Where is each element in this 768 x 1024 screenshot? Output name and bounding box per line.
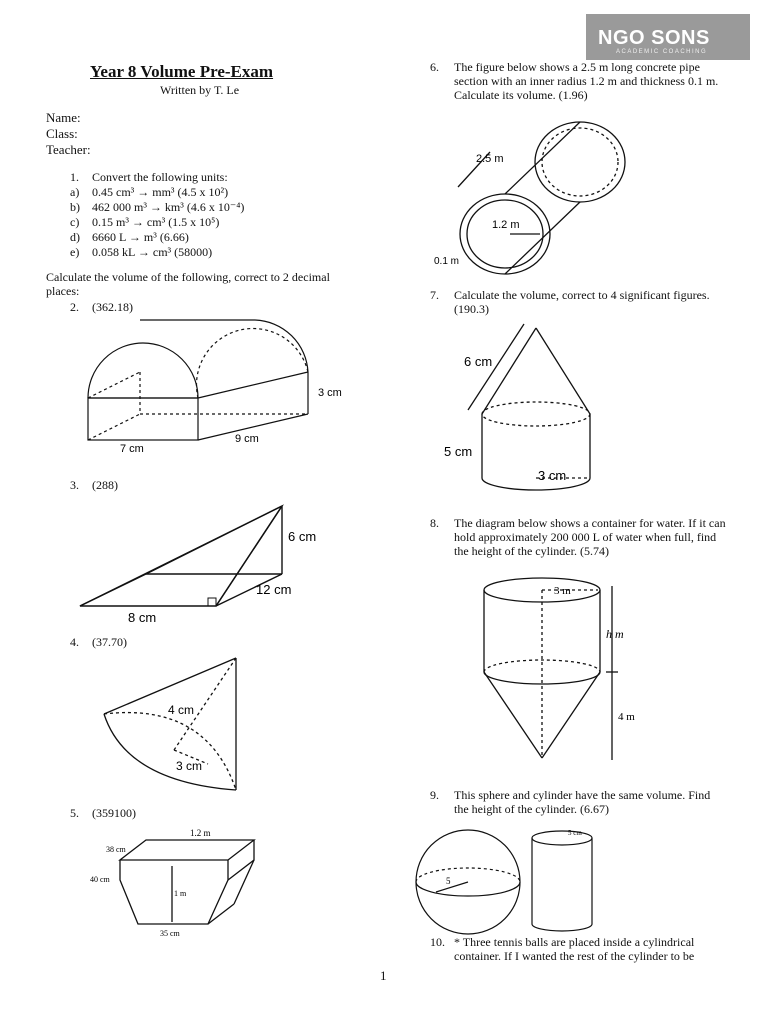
q5-trapezoid-prism-figure [80, 826, 270, 946]
q6-thickness-label: 0.1 m [434, 256, 460, 267]
q10-number: 10. [430, 935, 445, 949]
q9-sphere-label: 5 [446, 876, 451, 886]
q1c-letter: c) [70, 215, 80, 229]
q3-base-label: 8 cm [128, 610, 157, 625]
q4-answer: (37.70) [92, 635, 127, 649]
q5-height-label: 1 m [174, 889, 187, 898]
author-line: Written by T. Le [160, 83, 240, 97]
brand-logo [586, 14, 750, 60]
q2-length-label: 9 cm [235, 433, 259, 445]
q1-prompt: Convert the following units: [92, 170, 228, 184]
q8-container-figure [470, 572, 640, 772]
q2-width-label: 7 cm [120, 443, 144, 455]
q6-length-label: 2.5 m [476, 153, 504, 165]
q3-depth-label: 12 cm [256, 582, 292, 597]
q6-number: 6. [430, 60, 439, 74]
q4-cone-figure [96, 652, 256, 802]
q7-cone-cylinder-figure [440, 322, 610, 492]
page-title: Year 8 Volume Pre-Exam [90, 62, 274, 81]
q7-height-label: 5 cm [444, 444, 473, 459]
q8-radius-label: 3 m [554, 585, 571, 597]
q4-radius-label: 3 cm [176, 759, 203, 773]
page-number: 1 [380, 968, 387, 983]
q6-text: The figure below shows a 2.5 m long concrete pipe section with an inner radius 1.2 m and thickness 0.1 m. Calculate its volume. (1.96) [454, 60, 719, 102]
q8-cone-label: 4 m [618, 711, 635, 723]
q6-radius-label: 1.2 m [492, 219, 520, 231]
q3-height-label: 6 cm [288, 529, 317, 544]
q7-radius-label: 3 cm [538, 468, 567, 483]
q1e-letter: e) [70, 245, 80, 259]
section-intro: Calculate the volume of the following, correct to 2 decimal places: [46, 270, 330, 298]
q1b-text: 462 000 m³ → km³ (4.6 x 10⁻⁴) [92, 200, 245, 214]
q5-top-label: 1.2 m [190, 828, 211, 838]
q8-text: The diagram below shows a container for water. If it can hold approximately 200 000 L of water when full, find the height of the cylinder. (5.74) [454, 516, 726, 558]
q9-text: This sphere and cylinder have the same volume. Find the height of the cylinder. (6.67) [454, 788, 711, 816]
q3-triangular-prism-figure [66, 498, 336, 628]
q7-text: Calculate the volume, correct to 4 significant figures. (190.3) [454, 288, 710, 316]
q1a-letter: a) [70, 185, 80, 199]
q1b-letter: b) [70, 200, 80, 214]
name-field: Name: [46, 110, 81, 125]
q1-number: 1. [70, 170, 79, 184]
q2-answer: (362.18) [92, 300, 133, 314]
q5-top-side-label: 38 cm [106, 845, 126, 854]
q2-height-label: 3 cm [318, 387, 342, 399]
q1a-text: 0.45 cm³ → mm³ (4.5 x 10²) [92, 185, 229, 199]
q8-number: 8. [430, 516, 439, 530]
q1e-text: 0.058 kL → cm³ (58000) [92, 245, 213, 259]
q7-number: 7. [430, 288, 439, 302]
q3-answer: (288) [92, 478, 118, 492]
q1d-letter: d) [70, 230, 80, 244]
q2-half-cylinder-prism-figure [80, 310, 370, 460]
q10-text: * Three tennis balls are placed inside a cylindrical container. If I wanted the rest of the cylinder to be [454, 935, 695, 963]
q2-number: 2. [70, 300, 79, 314]
q6-pipe-figure [430, 112, 640, 277]
logo-text: NGO SONS [598, 27, 710, 49]
q5-side-label: 40 cm [90, 875, 110, 884]
q3-number: 3. [70, 478, 79, 492]
q4-number: 4. [70, 635, 79, 649]
q9-number: 9. [430, 788, 439, 802]
q8-h-label: h m [606, 627, 624, 641]
q5-number: 5. [70, 806, 79, 820]
q9-cyl-label: 5 cm [568, 829, 582, 837]
q1c-text: 0.15 m³ → cm³ (1.5 x 10⁵) [92, 215, 220, 229]
logo-subtitle: ACADEMIC COACHING [616, 49, 708, 55]
q7-slant-label: 6 cm [464, 354, 493, 369]
q5-answer: (359100) [92, 806, 136, 820]
teacher-field: Teacher: [46, 142, 91, 157]
class-field: Class: [46, 126, 78, 141]
q9-sphere-cylinder-figure [414, 826, 614, 938]
q5-bottom-label: 35 cm [160, 929, 180, 938]
q4-height-label: 4 cm [168, 703, 195, 717]
q1d-text: 6660 L → m³ (6.66) [92, 230, 189, 244]
